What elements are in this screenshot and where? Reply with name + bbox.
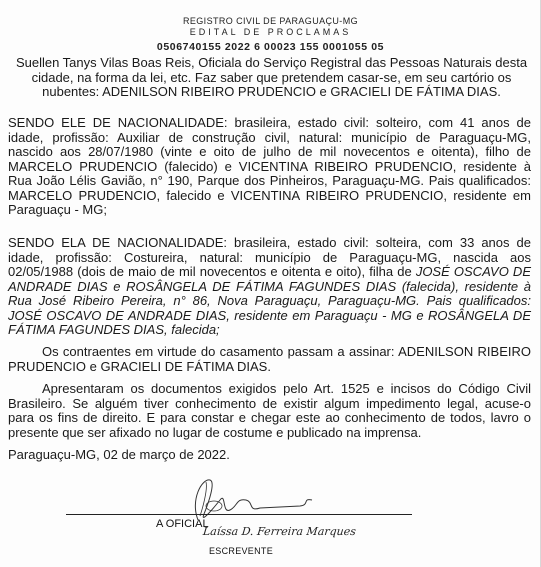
documents-paragraph (8, 382, 531, 440)
contraentes-text: Os contraentes em virtude do casamento passam a assinar: ADENILSON RIBEIRO PRUDENCIO e GRACIELI DE FÁTIMA DIAS. (8, 344, 531, 374)
bride-text-2: , residente à Rua José Ribeiro Pereira, n° 86, Nova Paraguaçu, Paraguaçu-MG. Pais qualificados: JOSÉ OSCAVO DE ANDRADE DIAS, residente em Paraguaçu - MG e ROSÂNGELA DE FÁTIMA FAGUNDES DIAS, falecida; (8, 278, 532, 337)
signature-label: A OFICIAL (156, 518, 209, 530)
bride-text-1: SENDO ELA DE NACIONALIDADE: brasileira, estado civil: solteira, com 33 anos de idade, profissão: Costureira, natural: município de Paraguaçu-MG, nascida aos 02/05/1988 (dois de maio de mil novecentos e oitenta e oito), filha de (8, 235, 531, 279)
signature-line (66, 514, 412, 515)
intro-paragraph: Suellen Tanys Vilas Boas Reis, Oficiala do Serviço Registral das Pessoas Naturais desta cidade, na forma da lei, etc. Faz saber que pretendem casar-se, em seu cartório os nubentes: ADENILSON RIBEIRO PRUDENCIO e GRACIELI DE FÁTIMA DIAS. (15, 55, 528, 99)
signature-role: ESCREVENTE (209, 546, 274, 556)
signature-name: Laíssa D. Ferreira Marques (202, 525, 357, 538)
documents-text: Apresentaram os documentos exigidos pelo Art. 1525 e incisos do Código Civil Brasileiro. Se alguém tiver conhecimento de existir algum impedimento legal, acuse-o para os fins de direito. E para constar e chegar este ao conhecimento de todos, lavro o presente que ser afixado no lugar de costume e publicado na imprensa. (8, 381, 531, 440)
bride-paragraph (8, 236, 531, 338)
bride-parents-italic: JOSÉ OSCAVO DE ANDRADE DIAS e ROSÂNGELA DE FÁTIMA FAGUNDES DIAS (falecida) (8, 264, 531, 294)
registry-title: REGISTRO CIVIL DE PARAGUAÇU-MG (182, 16, 359, 26)
groom-paragraph: SENDO ELE DE NACIONALIDADE: brasileira, estado civil: solteiro, com 41 anos de idade, profissão: Auxiliar de construção civil, natural: município de Paraguaçu-MG, nascido aos 28/07/1980 (vinte e oito de julho de mil novecentos e oitenta), filho de MARCELO PRUDENCIO (falecido) e VICENTINA RIBEIRO PRUDENCIO, residente à Rua João Lélis Gavião, n° 190, Parque dos Pinheiros, Paraguaçu-MG. Pais qualificados: MARCELO PRUDENCIO, falecido e VICENTINA RIBEIRO PRUDENCIO, residente em Paraguaçu - MG; (8, 115, 531, 217)
edital-title: EDITAL DE PROCLAMAS (189, 27, 352, 37)
registration-number: 0506740155 2022 6 00023 155 0001055 05 (156, 41, 385, 53)
date-line: Paraguaçu-MG, 02 de março de 2022. (8, 447, 230, 462)
contraentes-paragraph (8, 345, 531, 374)
